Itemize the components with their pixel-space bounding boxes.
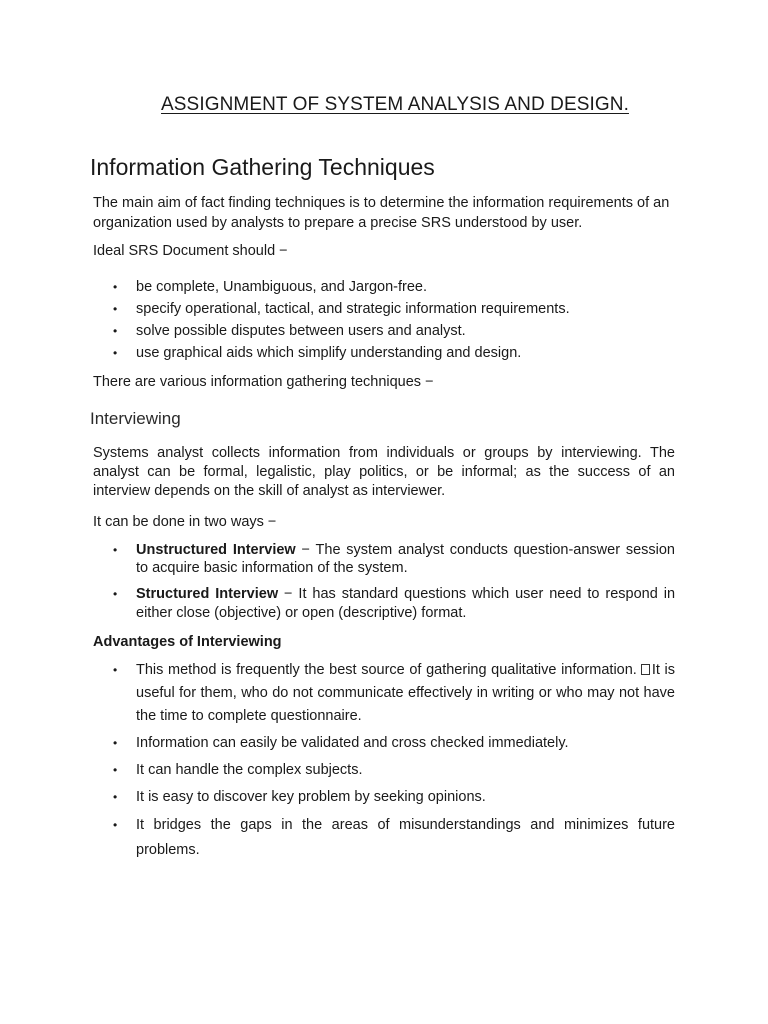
bullet-icon: • — [113, 543, 118, 557]
srs-list — [93, 277, 675, 363]
advantages-heading: Advantages of Interviewing — [93, 634, 282, 650]
bullet-icon: • — [113, 736, 118, 750]
list-item: • be complete, Unambiguous, and Jargon-free. — [113, 279, 427, 295]
interviewing-paragraph: Systems analyst collects information from individuals or groups by interviewing. The analyst can be formal, legalistic, play politics, or be informal; as the success of an interview depends on the skill of analyst as interviewer. — [93, 445, 675, 499]
intro-paragraph: The main aim of fact finding techniques is to determine the information requirements of an organization used by analysts to prepare a precise SRS understood by user. — [93, 195, 670, 231]
list-item: • It bridges the gaps in the areas of misunderstandings and minimizes future problems. — [93, 813, 675, 863]
bullet-icon: • — [113, 587, 118, 601]
missing-glyph-icon — [641, 664, 650, 675]
list-item: • solve possible disputes between users and analyst. — [113, 323, 466, 339]
list-item: • Unstructured Interview − The system analyst conducts question-answer session to acquire basic information of the system. — [113, 542, 675, 576]
bullet-icon: • — [113, 763, 118, 777]
list-item: • Structured Interview − It has standard questions which user need to respond in either close (objective) or open (descriptive) format. — [113, 586, 676, 621]
list-item: • This method is frequently the best source of gathering qualitative information. It is useful for them, who do not communicate effectively in writing or who may not have the time to complete questionnaire. — [93, 659, 675, 728]
term-label: Unstructured Interview — [136, 542, 296, 558]
term-label: Structured Interview — [136, 586, 279, 602]
bullet-icon: • — [113, 790, 118, 804]
list-item: • Information can easily be validated and cross checked immediately. — [93, 732, 675, 755]
list-item: • specify operational, tactical, and strategic information requirements. — [113, 301, 570, 317]
srs-lead: Ideal SRS Document should − — [93, 243, 288, 259]
bullet-icon: • — [113, 302, 118, 316]
list-item: • It can handle the complex subjects. — [93, 759, 675, 782]
ways-list — [93, 541, 675, 623]
interviewing-heading: Interviewing — [90, 409, 181, 428]
bullet-icon: • — [113, 346, 118, 360]
techniques-lead: There are various information gathering techniques − — [93, 374, 434, 390]
advantages-list — [93, 659, 675, 863]
bullet-icon: • — [113, 324, 118, 338]
bullet-icon: • — [113, 663, 118, 677]
bullet-icon: • — [113, 280, 118, 294]
document-title: ASSIGNMENT OF SYSTEM ANALYSIS AND DESIGN. — [161, 94, 629, 115]
section-heading: Information Gathering Techniques — [90, 154, 435, 180]
list-item: • It is easy to discover key problem by seeking opinions. — [93, 786, 675, 809]
ways-lead: It can be done in two ways − — [93, 514, 277, 530]
bullet-icon: • — [113, 818, 118, 832]
list-item: • use graphical aids which simplify understanding and design. — [113, 345, 522, 361]
